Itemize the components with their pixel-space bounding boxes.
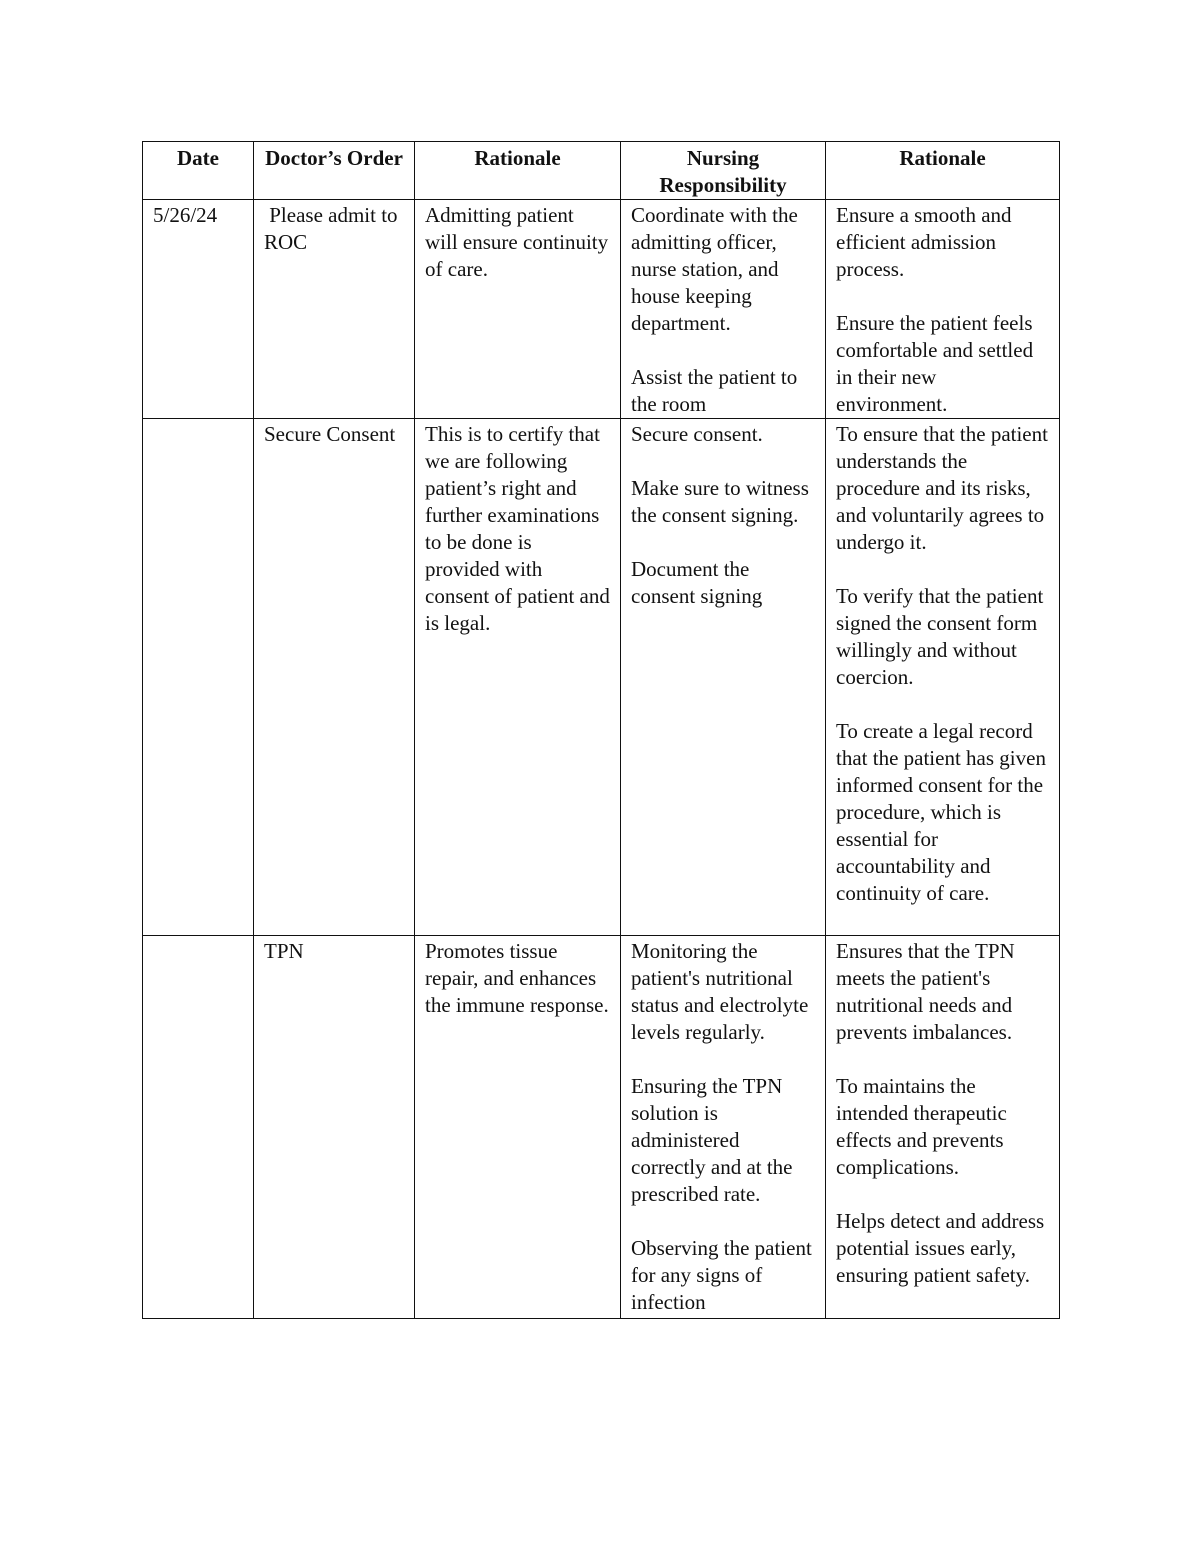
nursing-paragraph: Monitoring the patient's nutritional status and electrolyte levels regularly. (631, 939, 809, 1044)
rationale-paragraph: Admitting patient will ensure continuity of care. (425, 203, 609, 281)
cell-order: Please admit to ROC (254, 200, 415, 419)
cell-order: TPN (254, 936, 415, 1319)
cell-nursing (621, 200, 826, 419)
nursing-rationale-paragraph: Ensure a smooth and efficient admission process. (836, 203, 1012, 281)
cell-date (143, 936, 254, 1319)
nursing-paragraph: Coordinate with the admitting officer, nurse station, and house keeping department. (631, 203, 798, 335)
cell-nursing-rationale (826, 936, 1060, 1319)
cell-date: 5/26/24 (143, 200, 254, 419)
doctors-orders-table (142, 141, 1060, 1319)
rationale-paragraph: This is to certify that we are following patient’s right and further examinations to be done is provided with consent of patient and is legal. (425, 422, 610, 635)
header-nursing-responsibility: Nursing Responsibility (621, 142, 826, 200)
cell-rationale (415, 200, 621, 419)
table-row (143, 419, 1060, 936)
cell-rationale (415, 419, 621, 936)
cell-nursing-rationale (826, 200, 1060, 419)
header-doctors-order: Doctor’s Order (254, 142, 415, 200)
nursing-rationale-paragraph: Helps detect and address potential issues early, ensuring patient safety. (836, 1209, 1045, 1287)
nursing-paragraph: Observing the patient for any signs of infection (631, 1236, 812, 1314)
table-row (143, 936, 1060, 1319)
cell-rationale (415, 936, 621, 1319)
nursing-paragraph: Ensuring the TPN solution is administered correctly and at the prescribed rate. (631, 1074, 793, 1206)
cell-order: Secure Consent (254, 419, 415, 936)
header-row (143, 142, 1060, 200)
header-rationale: Rationale (415, 142, 621, 200)
nursing-rationale-paragraph: Ensure the patient feels comfortable and settled in their new environment. (836, 311, 1034, 416)
cell-nursing (621, 419, 826, 936)
rationale-paragraph: Promotes tissue repair, and enhances the immune response. (425, 939, 609, 1017)
nursing-paragraph: Document the consent signing (631, 557, 763, 608)
nursing-paragraph: Assist the patient to the room (631, 365, 798, 416)
nursing-paragraph: Make sure to witness the consent signing. (631, 476, 809, 527)
nursing-rationale-paragraph: To ensure that the patient understands the procedure and its risks, and voluntarily agrees to undergo it. (836, 422, 1048, 554)
nursing-rationale-paragraph: To verify that the patient signed the consent form willingly and without coercion. (836, 584, 1044, 689)
cell-date (143, 419, 254, 936)
header-nursing-rationale: Rationale (826, 142, 1060, 200)
cell-nursing-rationale (826, 419, 1060, 936)
table-row (143, 200, 1060, 419)
cell-nursing (621, 936, 826, 1319)
nursing-paragraph: Secure consent. (631, 422, 763, 446)
nursing-rationale-paragraph: Ensures that the TPN meets the patient's nutritional needs and prevents imbalances. (836, 939, 1015, 1044)
header-date: Date (143, 142, 254, 200)
nursing-rationale-paragraph: To create a legal record that the patient has given informed consent for the procedure, which is essential for accountability and continuity of care. (836, 719, 1046, 905)
nursing-rationale-paragraph: To maintains the intended therapeutic effects and prevents complications. (836, 1074, 1007, 1179)
